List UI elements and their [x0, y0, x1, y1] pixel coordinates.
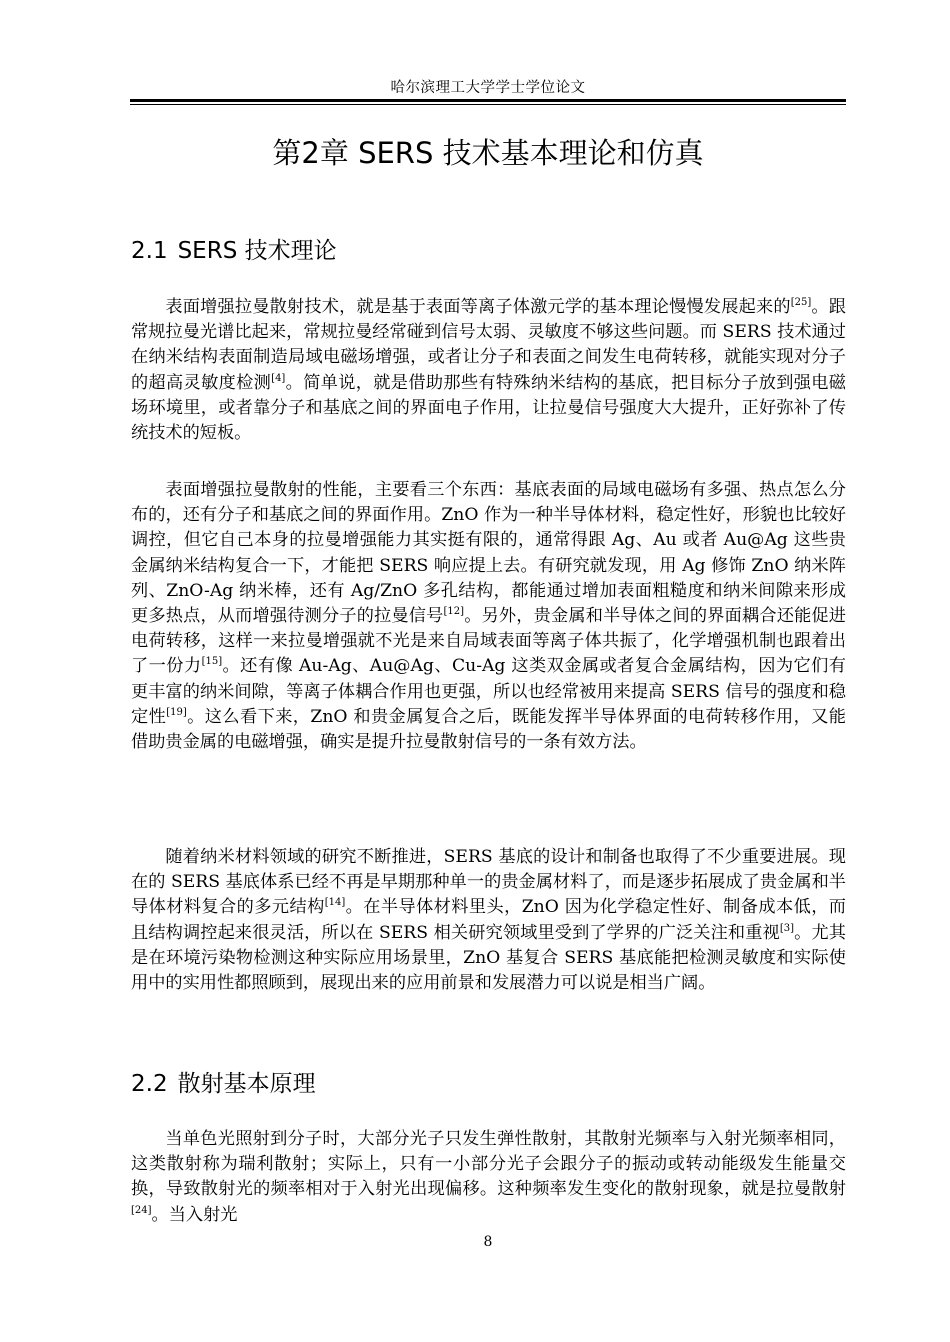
- citation-marker: [25]: [790, 297, 812, 308]
- running-header: 哈尔滨理工大学学士学位论文: [390, 80, 586, 96]
- section-title-text: 散射基本原理: [177, 1071, 316, 1097]
- section-heading-2-2: [131, 1069, 316, 1099]
- citation-marker: [15]: [201, 656, 223, 668]
- header-rule-thin: [130, 104, 846, 105]
- citation-marker: [4]: [271, 372, 286, 384]
- page-number: 8: [483, 1234, 493, 1250]
- section-number: 2.2: [131, 1071, 168, 1097]
- citation-marker: [24]: [131, 1204, 152, 1216]
- body-paragraph: 随着纳米材料领域的研究不断推进，SERS 基底的设计和制备也取得了不少重要进展。现在的 SERS 基底体系已经不再是早期那种单一的贵金属材料了，而是逐步拓展成了贵金属和半导体材料复合的多元结构[14]。在半导体材料里头，ZnO 因为化学稳定性好、制备成本低，而且结构调控起来很灵活，所以在 SERS 相关研究领域里受到了学界的广泛关注和重视[3]。尤其是在环境污染物检测这种实际应用场景里，ZnO 基复合 SERS 基底能把检测灵敏度和实际使用中的实用性都照顾到，展现出来的应用前景和发展潜力可以说是相当广阔。: [131, 847, 846, 994]
- citation-marker: [19]: [166, 706, 187, 718]
- section-heading-2-1: [131, 236, 337, 266]
- section-number: 2.1: [131, 238, 168, 264]
- citation-marker: [12]: [443, 606, 465, 618]
- body-paragraph: 当单色光照射到分子时，大部分光子只发生弹性散射，其散射光频率与入射光频率相同，这类散射称为瑞利散射；实际上，只有一小部分光子会跟分子的振动或转动能级发生能量交换，导致散射光的频率相对于入射光出现偏移。这种频率发生变化的散射现象，就是拉曼散射[24]。当入射光: [131, 1129, 846, 1225]
- body-paragraph: 表面增强拉曼散射技术，就是基于表面等离子体激元学的基本理论慢慢发展起来的[25]。跟常规拉曼光谱比起来，常规拉曼经常碰到信号太弱、灵敏度不够这些问题。而 SERS 技术通过在纳米结构表面制造局域电磁场增强，或者让分子和表面之间发生电荷转移，就能实现对分子的超高灵敏度检测[4]。简单说，就是借助那些有特殊纳米结构的基底，把目标分子放到强电磁场环境里，或者靠分子和基底之间的界面电子作用，让拉曼信号强度大大提升，正好弥补了传统技术的短板。: [131, 297, 846, 444]
- section-title-text: SERS 技术理论: [177, 238, 337, 264]
- body-paragraph: 表面增强拉曼散射的性能，主要看三个东西：基底表面的局域电磁场有多强、热点怎么分布的，还有分子和基底之间的界面作用。ZnO 作为一种半导体材料，稳定性好，形貌也比较好调控，但它自己本身的拉曼增强能力其实挺有限的，通常得跟 Ag、Au 或者 Au@Ag 这些贵金属纳米结构复合一下，才能把 SERS 响应提上去。有研究就发现，用 Ag 修饰 ZnO 纳米阵列、ZnO-Ag 纳米棒，还有 Ag/ZnO 多孔结构，都能通过增加表面粗糙度和纳米间隙来形成更多热点，从而增强待测分子的拉曼信号[12]。另外，贵金属和半导体之间的界面耦合还能促进电荷转移，这样一来拉曼增强就不光是来自局域表面等离子体共振了，化学增强机制也跟着出了一份力[15]。还有像 Au-Ag、Au@Ag、Cu-Ag 这类双金属或者复合金属结构，因为它们有更丰富的纳米间隙，等离子体耦合作用也更强，所以也经常被用来提高 SERS 信号的强度和稳定性[19]。这么看下来，ZnO 和贵金属复合之后，既能发挥半导体界面的电荷转移作用，又能借助贵金属的电磁增强，确实是提升拉曼散射信号的一条有效方法。: [131, 480, 846, 753]
- citation-marker: [14]: [324, 897, 346, 909]
- citation-marker: [3]: [779, 922, 795, 934]
- chapter-title: 第2章 SERS 技术基本理论和仿真: [272, 136, 704, 170]
- header-rule-thick: [130, 99, 846, 102]
